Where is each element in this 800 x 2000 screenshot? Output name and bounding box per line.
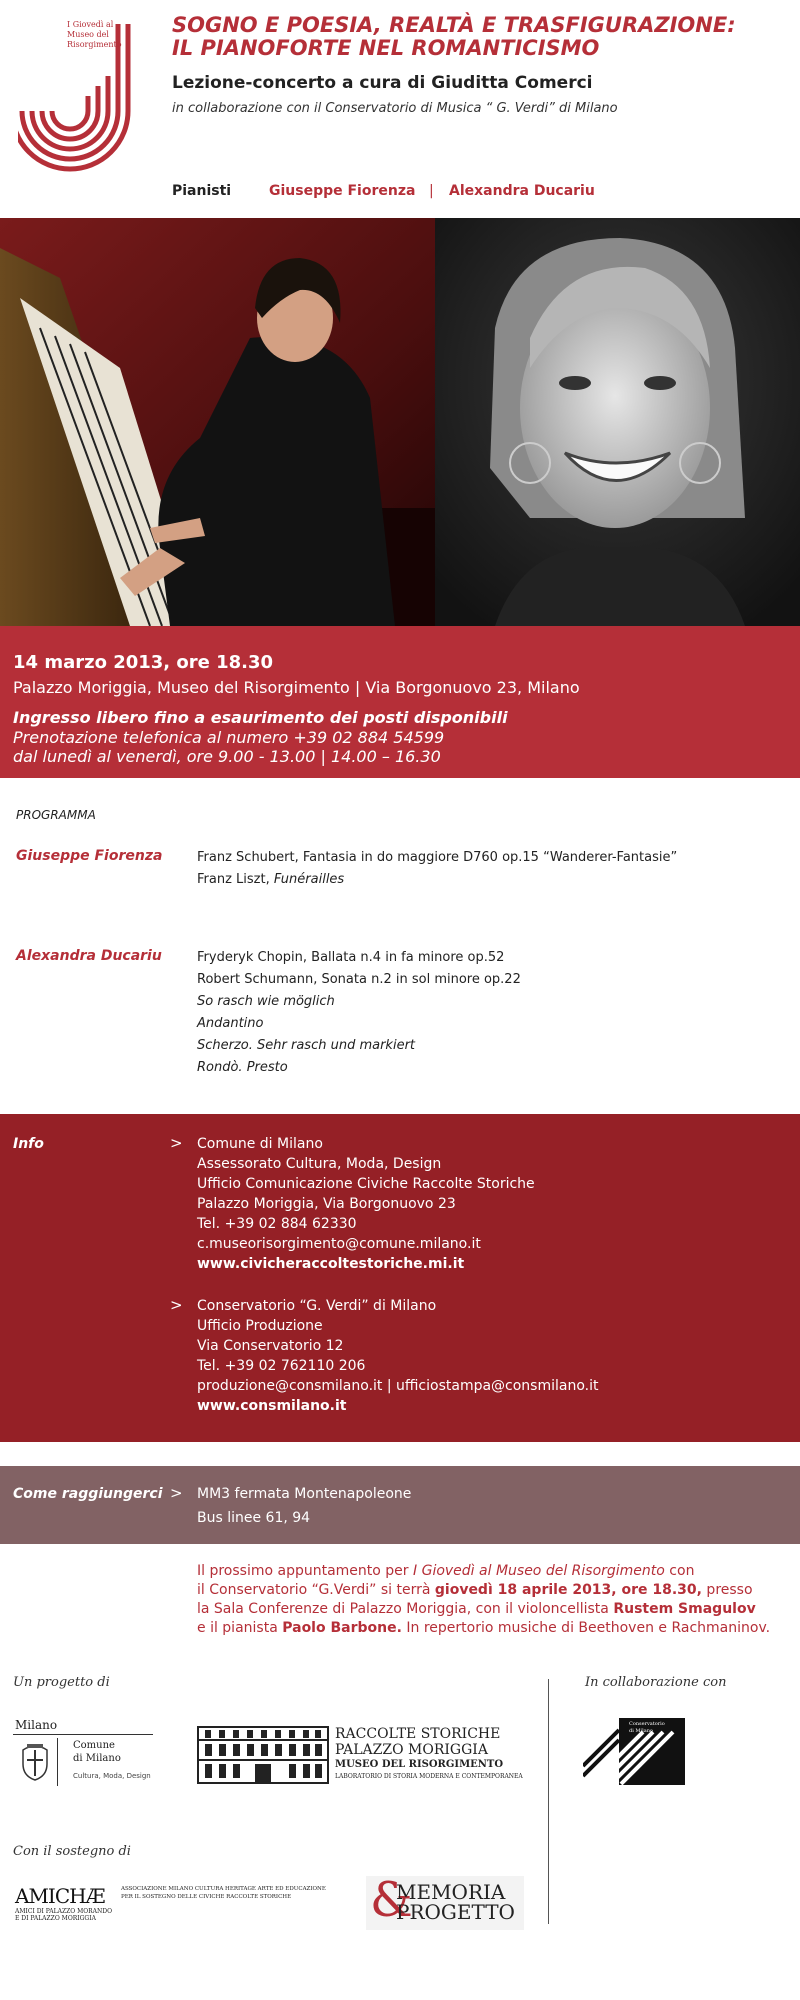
photo-alexandra-ducariu	[435, 218, 800, 626]
text: con	[664, 1563, 695, 1579]
info-email-links[interactable]: produzione@consmilano.it | ufficiostampa@consmilano.it	[197, 1378, 599, 1394]
movement: So rasch wie möglich	[197, 994, 335, 1009]
directions-section	[0, 1466, 800, 1544]
programme-item: Franz Schubert, Fantasia in do maggiore D760 op.15 “Wanderer-Fantasie”	[197, 850, 678, 865]
milano-word: Milano	[15, 1718, 58, 1732]
project-label: Un progetto di	[13, 1675, 110, 1690]
composer: Franz Liszt,	[197, 872, 274, 887]
text: presso	[701, 1582, 753, 1598]
logo-vrule	[57, 1738, 58, 1786]
memoria-progetto-logo	[366, 1872, 524, 1930]
next-event-line	[197, 1601, 756, 1617]
collaboration-note: in collaborazione con il Conservatorio di Musica “ G. Verdi” di Milano	[172, 101, 618, 116]
info-line: Palazzo Moriggia, Via Borgonuovo 23	[197, 1196, 456, 1212]
next-event-line	[197, 1582, 753, 1598]
palazzo-facade-icon	[197, 1726, 329, 1784]
performer-2-name: Alexandra Ducariu	[16, 948, 162, 964]
text: In repertorio musiche di Beethoven e Rachmaninov.	[401, 1620, 771, 1636]
programme-item: Robert Schumann, Sonata n.2 in sol minore op.22	[197, 972, 521, 987]
info-phone: Tel. +39 02 762110 206	[197, 1358, 366, 1374]
comune-dept: Cultura, Moda, Design	[73, 1772, 151, 1780]
next-event-date: giovedì 18 aprile 2013, ore 18.30,	[434, 1582, 702, 1598]
next-event-line	[197, 1563, 694, 1579]
text: Il prossimo appuntamento per	[197, 1563, 414, 1579]
sponsor-divider	[548, 1679, 549, 1924]
directions-label: Come raggiungerci	[13, 1486, 163, 1502]
progetto-line: PROGETTO	[396, 1900, 515, 1924]
amichae-line: PER IL SOSTEGNO DELLE CIVICHE RACCOLTE STORICHE	[121, 1894, 292, 1900]
amichae-wordmark: AMICHÆ	[15, 1884, 105, 1908]
movement: Scherzo. Sehr rasch und markiert	[197, 1038, 416, 1053]
metro-directions: MM3 fermata Montenapoleone	[197, 1486, 412, 1502]
title-line-2: IL PIANOFORTE NEL ROMANTICISMO	[172, 36, 600, 60]
info-line: Comune di Milano	[197, 1136, 323, 1152]
amichae-line: E DI PALAZZO MORIGGIA	[15, 1915, 96, 1922]
title-line-1: SOGNO E POESIA, REALTÀ E TRASFIGURAZIONE:	[172, 13, 736, 37]
support-label: Con il sostegno di	[13, 1844, 131, 1859]
page-title	[172, 14, 792, 60]
amichae-line: ASSOCIAZIONE MILANO CULTURA HERITAGE ARTE ED EDUCAZIONE	[121, 1886, 326, 1892]
logo-rule	[13, 1734, 153, 1735]
cons-logo-line: di Milano	[629, 1728, 653, 1734]
cons-logo-line: Conservatorio	[629, 1721, 665, 1727]
logo-text: I Giovedì al Museo del Risorgimento	[67, 20, 122, 49]
arrow-icon: >	[170, 1296, 183, 1314]
movement: Andantino	[197, 1016, 264, 1031]
cellist-name: Rustem Smagulov	[613, 1601, 756, 1617]
raccolte-line: RACCOLTE STORICHE	[335, 1726, 501, 1742]
info-email-link[interactable]: c.museorisorgimento@comune.milano.it	[197, 1236, 481, 1252]
movement: Rondò. Presto	[197, 1060, 288, 1075]
performer-1-name: Giuseppe Fiorenza	[16, 848, 163, 864]
info-label: Info	[13, 1136, 44, 1152]
info-line: Conservatorio “G. Verdi” di Milano	[197, 1298, 437, 1314]
comune-line: Comune	[73, 1740, 115, 1751]
subtitle: Lezione-concerto a cura di Giuditta Comerci	[172, 73, 593, 93]
photo-giuseppe-fiorenza	[0, 218, 435, 626]
pianisti-label: Pianisti	[172, 183, 232, 199]
pianist-name-1: Giuseppe Fiorenza	[269, 183, 416, 199]
raccolte-line: LABORATORIO DI STORIA MODERNA E CONTEMPORANEA	[335, 1773, 523, 1780]
milano-crest-icon	[19, 1742, 51, 1782]
event-place: Palazzo Moriggia, Museo del Risorgimento | Via Borgonuovo 23, Milano	[13, 678, 580, 697]
arrow-icon: >	[170, 1134, 183, 1152]
text: e il pianista	[197, 1620, 283, 1636]
info-line: Ufficio Comunicazione Civiche Raccolte Storiche	[197, 1176, 535, 1192]
booking-phone: Prenotazione telefonica al numero +39 02 884 54599	[13, 728, 445, 747]
ampersand-mark: &	[370, 1872, 413, 1928]
memoria-line: MEMORIA	[396, 1880, 506, 1904]
programme-item	[197, 872, 344, 887]
text: il Conservatorio “G.Verdi” si terrà	[197, 1582, 435, 1598]
amichae-logo	[15, 1884, 335, 1924]
collaboration-label: In collaborazione con	[585, 1675, 727, 1690]
raccolte-line: MUSEO DEL RISORGIMENTO	[335, 1759, 504, 1770]
work-title: Funérailles	[273, 872, 345, 887]
comune-di-milano-logo	[13, 1718, 153, 1790]
event-date: 14 marzo 2013, ore 18.30	[13, 652, 274, 673]
info-line: Via Conservatorio 12	[197, 1338, 344, 1354]
bus-directions: Bus linee 61, 94	[197, 1510, 311, 1526]
pianist-separator: |	[429, 183, 434, 199]
civiche-raccolte-website-link[interactable]: www.civicheraccoltestoriche.mi.it	[197, 1256, 465, 1272]
raccolte-line: PALAZZO MORIGGIA	[335, 1742, 488, 1758]
pianist-name: Paolo Barbone.	[282, 1620, 402, 1636]
pianist-name-2: Alexandra Ducariu	[449, 183, 595, 199]
amichae-line: AMICI DI PALAZZO MORANDO	[15, 1908, 112, 1915]
raccolte-storiche-logo	[197, 1726, 523, 1788]
info-line: Ufficio Produzione	[197, 1318, 323, 1334]
programme-heading: PROGRAMMA	[16, 808, 96, 822]
next-event-line	[197, 1620, 770, 1636]
comune-line: di Milano	[73, 1753, 121, 1764]
info-line: Assessorato Cultura, Moda, Design	[197, 1156, 442, 1172]
conservatorio-logo	[583, 1718, 685, 1785]
booking-hours: dal lunedì al venerdì, ore 9.00 - 13.00 | 14.00 – 16.30	[13, 747, 441, 766]
free-entry-note: Ingresso libero fino a esaurimento dei posti disponibili	[13, 708, 508, 727]
consmilano-website-link[interactable]: www.consmilano.it	[197, 1398, 347, 1414]
arrow-icon: >	[170, 1484, 183, 1502]
info-phone: Tel. +39 02 884 62330	[197, 1216, 357, 1232]
programme-item: Fryderyk Chopin, Ballata n.4 in fa minore op.52	[197, 950, 505, 965]
series-name: I Giovedì al Museo del Risorgimento	[413, 1563, 665, 1579]
text: la Sala Conferenze di Palazzo Moriggia, con il violoncellista	[197, 1601, 614, 1617]
